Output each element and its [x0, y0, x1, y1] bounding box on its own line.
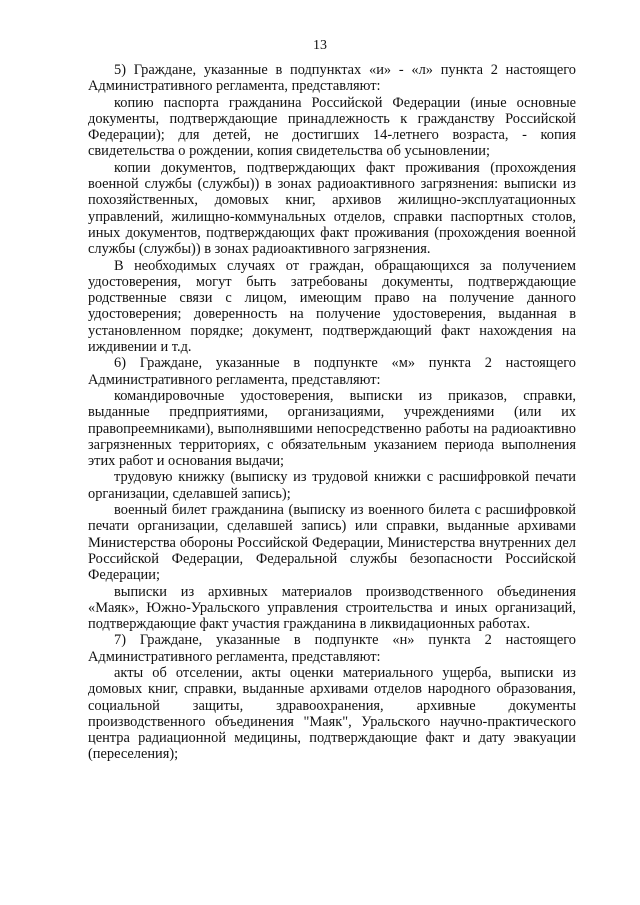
- paragraph: 7) Граждане, указанные в подпункте «н» пункта 2 настоящего Административного регламента, представляют:: [88, 632, 576, 665]
- paragraph: выписки из архивных материалов производственного объединения «Маяк», Южно-Уральского управления строительства и иных организаций, подтверждающие факт участия гражданина в ликвидационных работах.: [88, 583, 576, 633]
- page-number: 13: [313, 38, 327, 53]
- paragraph: военный билет гражданина (выписку из военного билета с расшифровкой печати организации, сделавшей запись) или справки, выданные архивами Министерства обороны Российской Федерации, Министерства внутренних дел Российской Федерации, Федеральной службы безопасности Российской Федерации;: [88, 502, 576, 584]
- paragraph: 6) Граждане, указанные в подпункте «м» пункта 2 настоящего Административного регламента, представляют:: [88, 355, 576, 388]
- paragraph: копии документов, подтверждающих факт проживания (прохождения военной службы (службы)) в зонах радиоактивного загрязнения: выписки из похозяйственных, домовых книг, архивов жилищно-эксплуатационных управлений, жилищно-коммунальных отделов, справки паспортных столов, иных документов, подтверждающих факт проживания (прохождения военной службы (службы)) в зонах радиоактивного загрязнения.: [88, 159, 576, 258]
- document-body: [88, 62, 576, 763]
- paragraph: трудовую книжку (выписку из трудовой книжки с расшифровкой печати организации, сделавшей запись);: [88, 469, 576, 502]
- paragraph: командировочные удостоверения, выписки из приказов, справки, выданные предприятиями, организациями, учреждениями (или их правопреемниками), выполнявшими непосредственно работы на радиоактивно загрязненных территориях, с обязательным указанием периода выполнения этих работ и основания выдачи;: [88, 387, 576, 470]
- paragraph: акты об отселении, акты оценки материального ущерба, выписки из домовых книг, справки, выданные архивами отделов народного образования, социальной защиты, здравоохранения, архивные документы производственного объединения "Маяк", Уральского научно-практического центра радиационной медицины, подтверждающие факт и дату эвакуации (переселения);: [88, 664, 576, 763]
- paragraph: 5) Граждане, указанные в подпунктах «и» - «л» пункта 2 настоящего Административного регламента, представляют:: [88, 62, 576, 95]
- paragraph: В необходимых случаях от граждан, обращающихся за получением удостоверения, могут быть затребованы документы, подтверждающие родственные связи с лицом, имеющим право на получение данного удостоверения; доверенность на получение удостоверения, выданная в установленном порядке; документ, подтверждающий факт нахождения на иждивении и т.д.: [88, 257, 576, 356]
- paragraph: копию паспорта гражданина Российской Федерации (иные основные документы, подтверждающие принадлежность к гражданству Российской Федерации); для детей, не достигших 14-летнего возраста, - копия свидетельства о рождении, копия свидетельства об усыновлении;: [88, 94, 576, 160]
